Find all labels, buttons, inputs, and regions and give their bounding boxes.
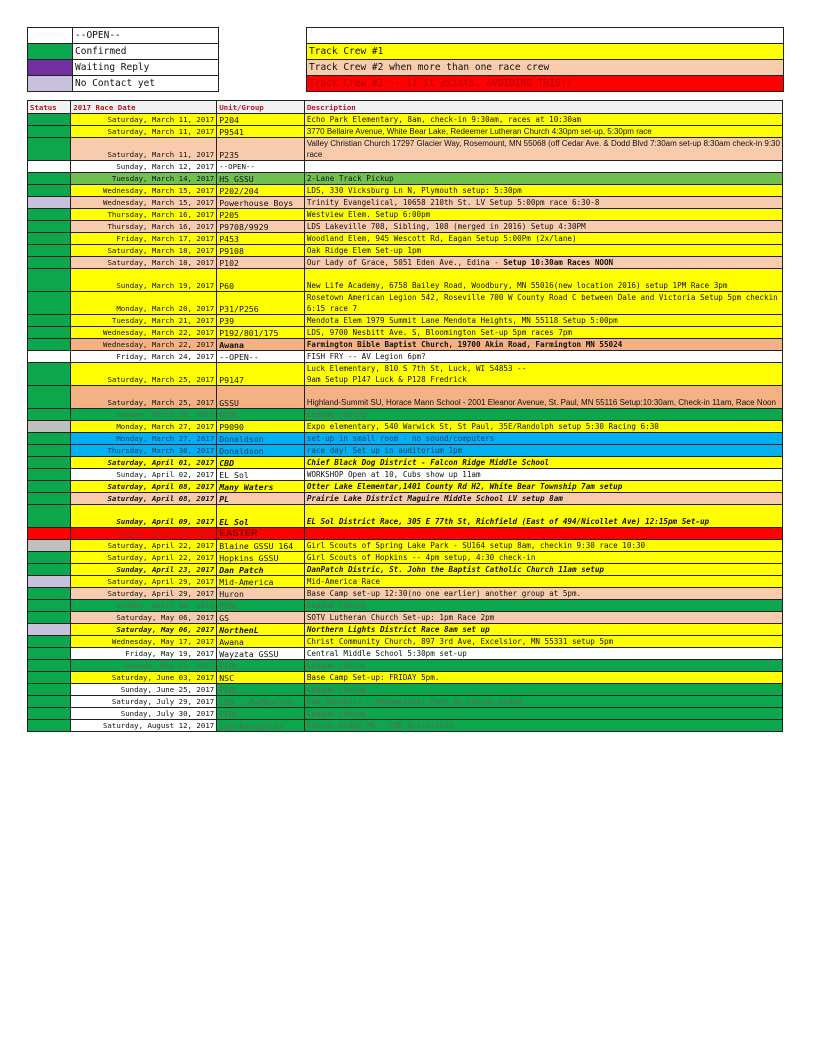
date-cell: Thursday, March 30, 2017 [71, 445, 217, 457]
description-cell: Trinity Evangelical, 10658 210th St. LV Setup 5:00pm race 6:30-8 [304, 197, 782, 209]
date-cell: Wednesday, March 15, 2017 [71, 185, 217, 197]
unit-cell: Awana [217, 636, 305, 648]
description-cell: Highland-Summit SU, Horace Mann School - 2001 Eleanor Avenue, St. Paul, MN 55116 Setup:10:30am, Check-in 11am, Race Noon [304, 386, 782, 409]
description-cell: Base Camp set-up 12:30(no one earlier) another group at 5pm. [304, 588, 782, 600]
description-cell: LDS, 330 Vicksburg Ln N, Plymouth setup: 5:30pm [304, 185, 782, 197]
description-cell: Mid-America Race [304, 576, 782, 588]
date-cell: Saturday, August 12, 2017 [71, 720, 217, 732]
status-cell [28, 433, 71, 445]
date-cell: Saturday, March 11, 2017 [71, 114, 217, 126]
legend-swatch-no-contact [28, 76, 73, 91]
description-cell: League racing [304, 684, 782, 696]
header-status: Status [28, 101, 71, 114]
date-cell: Sunday, April 16, 2017 [71, 528, 217, 540]
unit-cell: PIRL [217, 600, 305, 612]
date-cell: Saturday, April 01, 2017 [71, 457, 217, 469]
description-cell: Central Middle School 5:30pm set-up [304, 648, 782, 660]
status-cell [28, 445, 71, 457]
date-cell: Wednesday, March 22, 2017 [71, 327, 217, 339]
table-row[interactable] [28, 552, 783, 564]
table-row[interactable] [28, 624, 783, 636]
date-cell: Sunday, May 21, 2017 [71, 660, 217, 672]
status-cell [28, 245, 71, 257]
date-cell: Sunday, March 19, 2017 [71, 269, 217, 292]
unit-cell: P9147 [217, 363, 305, 386]
description-cell: League racing [304, 660, 782, 672]
legend-open [28, 28, 218, 44]
table-row[interactable] [28, 185, 783, 197]
description-cell: DanPatch Distric, St. John the Baptist Catholic Church 11am setup [304, 564, 782, 576]
legend-swatch-confirmed [28, 44, 73, 59]
header-date: 2017 Race Date [71, 101, 217, 114]
status-cell [28, 457, 71, 469]
status-cell [28, 138, 71, 161]
status-cell [28, 600, 71, 612]
status-cell [28, 409, 71, 421]
table-row[interactable] [28, 209, 783, 221]
date-cell: Saturday, March 18, 2017 [71, 257, 217, 269]
table-row[interactable] [28, 612, 783, 624]
table-row[interactable] [28, 114, 783, 126]
date-cell: Saturday, March 11, 2017 [71, 126, 217, 138]
unit-cell: P202/204 [217, 185, 305, 197]
table-row[interactable] [28, 469, 783, 481]
unit-cell: P102 [217, 257, 305, 269]
status-cell [28, 576, 71, 588]
description-cell: 2-Lane Track Pickup [304, 173, 782, 185]
table-row[interactable] [28, 708, 783, 720]
unit-cell: Hopkins GSSU [217, 552, 305, 564]
description-cell: Prairie Lake District Maguire Middle School LV setup 8am [304, 493, 782, 505]
status-cell [28, 327, 71, 339]
description-cell: WORKSHOP Open at 10, Cubs show up 11am [304, 469, 782, 481]
description-cell: Oak Ridge Elem Set-up 1pm [304, 245, 782, 257]
description-cell: Girl Scouts of Spring Lake Park - SU164 setup 8am, checkin 9:30 race 10:30 [304, 540, 782, 552]
status-cell [28, 588, 71, 600]
table-row[interactable] [28, 327, 783, 339]
status-cell [28, 351, 71, 363]
legend-no-contact [28, 76, 218, 91]
status-cell [28, 421, 71, 433]
description-cell: FISH FRY -- AV Legion 6pm? [304, 351, 782, 363]
description-cell: League racing [304, 409, 782, 421]
unit-cell: NSC [217, 672, 305, 684]
crew-legend-1: Track Crew #1 [307, 44, 783, 60]
description-cell: Christ Community Church, 897 3rd Ave, Excelsior, MN 55331 setup 5pm [304, 636, 782, 648]
date-cell: Sunday, April 09, 2017 [71, 505, 217, 528]
description-cell [304, 161, 782, 173]
unit-cell: Awana [217, 339, 305, 351]
description-cell: Cub Annoplis - Hegemeister Park by Falcon Ridge [304, 696, 782, 708]
date-cell: Monday, March 27, 2017 [71, 421, 217, 433]
unit-cell: P205 [217, 209, 305, 221]
description-cell: Chief Black Dog District - Falcon Ridge Middle School [304, 457, 782, 469]
date-cell: Sunday, April 02, 2017 [71, 469, 217, 481]
unit-cell: PIRL [217, 708, 305, 720]
table-header-row [28, 101, 783, 114]
date-cell: Saturday, May 06, 2017 [71, 612, 217, 624]
unit-cell: P9108 [217, 245, 305, 257]
status-cell [28, 564, 71, 576]
unit-cell: Wayzata GSSU [217, 648, 305, 660]
table-row[interactable] [28, 245, 783, 257]
unit-cell: P192/801/175 [217, 327, 305, 339]
status-cell [28, 624, 71, 636]
description-cell: League racing [304, 600, 782, 612]
unit-cell: Donaldson [217, 445, 305, 457]
legend-label: Confirmed [75, 46, 127, 57]
unit-cell: Many Waters [217, 481, 305, 493]
table-row[interactable] [28, 173, 783, 185]
unit-cell: Mid-America [217, 576, 305, 588]
status-cell [28, 708, 71, 720]
description-bold-text: Setup 10:30am Races NOON [503, 257, 614, 267]
unit-cell: HS GSSU [217, 173, 305, 185]
table-row[interactable] [28, 386, 783, 409]
unit-cell: PIRL [217, 409, 305, 421]
unit-cell: Blaine GSSU 164 [217, 540, 305, 552]
status-cell [28, 672, 71, 684]
date-cell: Sunday, June 25, 2017 [71, 684, 217, 696]
table-row[interactable] [28, 457, 783, 469]
date-cell: Saturday, March 11, 2017 [71, 138, 217, 161]
table-row[interactable] [28, 445, 783, 457]
unit-cell: Donaldson [217, 433, 305, 445]
date-cell: Sunday, April 23, 2017 [71, 564, 217, 576]
description-cell [304, 528, 782, 540]
table-row[interactable] [28, 161, 783, 173]
table-row[interactable] [28, 660, 783, 672]
unit-cell: Cub-Annapolis [217, 720, 305, 732]
status-cell [28, 197, 71, 209]
date-cell: Sunday, March 26, 2017 [71, 409, 217, 421]
description-cell: Westview Elem. Setup 6:00pm [304, 209, 782, 221]
status-cell [28, 292, 71, 315]
status-cell [28, 540, 71, 552]
unit-cell: CBD [217, 457, 305, 469]
date-cell: Saturday, April 29, 2017 [71, 588, 217, 600]
date-cell: Monday, March 20, 2017 [71, 292, 217, 315]
status-cell [28, 696, 71, 708]
unit-cell: NorthenL [217, 624, 305, 636]
unit-cell: P453 [217, 233, 305, 245]
unit-cell: PIRL [217, 660, 305, 672]
crew-legend-blank [307, 28, 783, 44]
date-cell: Monday, March 27, 2017 [71, 433, 217, 445]
crew-legend-2: Track Crew #2 when more than one race crew [307, 60, 783, 76]
legend-confirmed [28, 44, 218, 60]
date-cell: Saturday, March 25, 2017 [71, 386, 217, 409]
status-cell [28, 315, 71, 327]
unit-cell: EL Sol [217, 469, 305, 481]
status-cell [28, 386, 71, 409]
description-cell: Falcon Ridge MS - CBD Activities [304, 720, 782, 732]
status-cell [28, 221, 71, 233]
status-legend [27, 27, 219, 92]
status-cell [28, 505, 71, 528]
unit-cell: P235 [217, 138, 305, 161]
table-row[interactable] [28, 540, 783, 552]
table-row[interactable] [28, 421, 783, 433]
table-row[interactable] [28, 528, 783, 540]
date-cell: Friday, May 19, 2017 [71, 648, 217, 660]
description-cell: race day! Set up in auditorium 1pm [304, 445, 782, 457]
status-cell [28, 269, 71, 292]
description-cell: Valley Christian Church 17297 Glacier Way, Rosemount, MN 55068 (off Cedar Ave. & Dodd Blvd 7:30am set-up 8:30am check-in 9:30 race [304, 138, 782, 161]
status-cell [28, 114, 71, 126]
legend-swatch-waiting [28, 60, 73, 75]
date-cell: Tuesday, March 21, 2017 [71, 315, 217, 327]
description-cell [304, 257, 782, 269]
crew-legend-3: Track Crew #3 -- if it exists. AVOIDING THIS!! [307, 76, 783, 91]
date-cell: Friday, March 17, 2017 [71, 233, 217, 245]
status-cell [28, 552, 71, 564]
track-crew-legend [306, 27, 784, 92]
unit-cell: PIRL [217, 684, 305, 696]
description-cell: Otter Lake Elementar,1401 County Rd H2, White Bear Township 7am setup [304, 481, 782, 493]
unit-cell: EASTER [217, 528, 305, 540]
table-row[interactable] [28, 126, 783, 138]
date-cell: Saturday, April 22, 2017 [71, 552, 217, 564]
table-row[interactable] [28, 221, 783, 233]
description-cell: LDS, 9700 Nesbitt Ave. S, Bloomington Set-up 5pm races 7pm [304, 327, 782, 339]
status-cell [28, 363, 71, 386]
table-row[interactable] [28, 363, 783, 386]
description-cell: Expo elementary, 540 Warwick St, St Paul, 35E/Randolph setup 5:30 Racing 6:30 [304, 421, 782, 433]
description-cell: Girl Scouts of Hopkins -- 4pm setup, 4:30 check-in [304, 552, 782, 564]
table-row[interactable] [28, 576, 783, 588]
table-row[interactable] [28, 269, 783, 292]
date-cell: Thursday, March 16, 2017 [71, 221, 217, 233]
table-row[interactable] [28, 481, 783, 493]
legend-label: --OPEN-- [75, 30, 121, 41]
status-cell [28, 469, 71, 481]
date-cell: Saturday, May 06, 2017 [71, 624, 217, 636]
date-cell: Saturday, July 29, 2017 [71, 696, 217, 708]
table-row[interactable] [28, 339, 783, 351]
unit-cell: CBD - PwdRacing [217, 696, 305, 708]
status-cell [28, 339, 71, 351]
status-cell [28, 257, 71, 269]
table-row[interactable] [28, 696, 783, 708]
status-cell [28, 481, 71, 493]
date-cell: Sunday, March 12, 2017 [71, 161, 217, 173]
description-cell: set-up in small room - no sound/computers [304, 433, 782, 445]
race-schedule-table [27, 100, 783, 732]
status-cell [28, 233, 71, 245]
legend-swatch-open [28, 28, 73, 43]
date-cell: Wednesday, March 22, 2017 [71, 339, 217, 351]
description-cell: Base Camp Set-up: FRIDAY 5pm. [304, 672, 782, 684]
description-cell: LDS Lakeville 708, Sibling, 108 (merged in 2016) Setup 4:30PM [304, 221, 782, 233]
status-cell [28, 648, 71, 660]
status-cell [28, 612, 71, 624]
header-description: Description [304, 101, 782, 114]
description-cell: Northern Lights District Race 8am set up [304, 624, 782, 636]
table-row[interactable] [28, 197, 783, 209]
date-cell: Sunday, July 30, 2017 [71, 708, 217, 720]
unit-cell: --OPEN-- [217, 161, 305, 173]
table-row[interactable] [28, 648, 783, 660]
table-row[interactable] [28, 720, 783, 732]
unit-cell: P9541 [217, 126, 305, 138]
description-cell: League racing [304, 708, 782, 720]
date-cell: Saturday, April 22, 2017 [71, 540, 217, 552]
status-cell [28, 173, 71, 185]
unit-cell: P39 [217, 315, 305, 327]
unit-cell: EL Sol [217, 505, 305, 528]
unit-cell: GS [217, 612, 305, 624]
description-cell: Woodland Elem, 945 Wescott Rd, Eagan Setup 5:00Pm (2x/lane) [304, 233, 782, 245]
date-cell: Tuesday, March 14, 2017 [71, 173, 217, 185]
date-cell: Saturday, March 25, 2017 [71, 363, 217, 386]
table-row[interactable] [28, 600, 783, 612]
unit-cell: PL [217, 493, 305, 505]
table-row[interactable] [28, 257, 783, 269]
table-row[interactable] [28, 315, 783, 327]
unit-cell: GSSU [217, 386, 305, 409]
date-cell: Saturday, April 08, 2017 [71, 493, 217, 505]
status-cell [28, 126, 71, 138]
table-row[interactable] [28, 505, 783, 528]
status-cell [28, 161, 71, 173]
date-cell: Wednesday, March 15, 2017 [71, 197, 217, 209]
date-cell: Sunday, April 30, 2017 [71, 600, 217, 612]
table-row[interactable] [28, 588, 783, 600]
date-cell: Saturday, April 29, 2017 [71, 576, 217, 588]
unit-cell: --OPEN-- [217, 351, 305, 363]
description-cell: EL Sol District Race, 305 E 77th St, Richfield (East of 494/Nicollet Ave) 12:15pm Set-up [304, 505, 782, 528]
description-cell: Luck Elementary, 810 S 7th St, Luck, WI 54853 -- 9am Setup P147 Luck & P128 Fredrick [304, 363, 782, 386]
status-cell [28, 209, 71, 221]
table-row[interactable] [28, 672, 783, 684]
unit-cell: P204 [217, 114, 305, 126]
unit-cell: P60 [217, 269, 305, 292]
date-cell: Saturday, June 03, 2017 [71, 672, 217, 684]
legend-label: Waiting Reply [75, 62, 150, 73]
description-cell: Mendota Elem 1979 Summit Lane Mendota Heights, MN 55118 Setup 5:00pm [304, 315, 782, 327]
unit-cell: Powerhouse Boys [217, 197, 305, 209]
description-text: Our Lady of Grace, 5051 Eden Ave., Edina - [306, 257, 504, 267]
table-row[interactable] [28, 351, 783, 363]
table-row[interactable] [28, 433, 783, 445]
status-cell [28, 528, 71, 540]
unit-cell: P9090 [217, 421, 305, 433]
status-cell [28, 185, 71, 197]
description-cell: Echo Park Elementary, 8am, check-in 9:30am, races at 10:30am [304, 114, 782, 126]
status-cell [28, 720, 71, 732]
description-cell: SOTV Lutheran Church Set-up: 1pm Race 2pm [304, 612, 782, 624]
status-cell [28, 493, 71, 505]
description-cell: Farmington Bible Baptist Church, 19700 Akin Road, Farmington MN 55024 [304, 339, 782, 351]
unit-cell: P9708/9929 [217, 221, 305, 233]
legend-waiting-reply [28, 60, 218, 76]
date-cell: Thursday, March 16, 2017 [71, 209, 217, 221]
table-row[interactable] [28, 292, 783, 315]
status-cell [28, 636, 71, 648]
unit-cell: Dan Patch [217, 564, 305, 576]
status-cell [28, 660, 71, 672]
unit-cell: P31/P256 [217, 292, 305, 315]
table-row[interactable] [28, 684, 783, 696]
table-row[interactable] [28, 493, 783, 505]
date-cell: Saturday, March 18, 2017 [71, 245, 217, 257]
date-cell: Saturday, April 08, 2017 [71, 481, 217, 493]
table-row[interactable] [28, 636, 783, 648]
header-unit: Unit/Group [217, 101, 305, 114]
unit-cell: Huron [217, 588, 305, 600]
status-cell [28, 684, 71, 696]
legend-label: No Contact yet [75, 78, 156, 89]
table-row[interactable] [28, 409, 783, 421]
table-row[interactable] [28, 233, 783, 245]
date-cell: Friday, March 24, 2017 [71, 351, 217, 363]
description-cell: Rosetown American Legion 542, Roseville 700 W County Road C between Dale and Victoria Setup 5pm checkin 6:15 race 7 [304, 292, 782, 315]
date-cell: Wednesday, May 17, 2017 [71, 636, 217, 648]
description-cell: New Life Academy, 6758 Bailey Road, Woodbury, MN 55016(new location 2016) setup 1PM Race 3pm [304, 269, 782, 292]
table-row[interactable] [28, 138, 783, 161]
description-cell: 3770 Bellaire Avenue, White Bear Lake, Redeemer Lutheran Church 4:30pm set-up, 5:30pm race [304, 126, 782, 138]
table-row[interactable] [28, 564, 783, 576]
